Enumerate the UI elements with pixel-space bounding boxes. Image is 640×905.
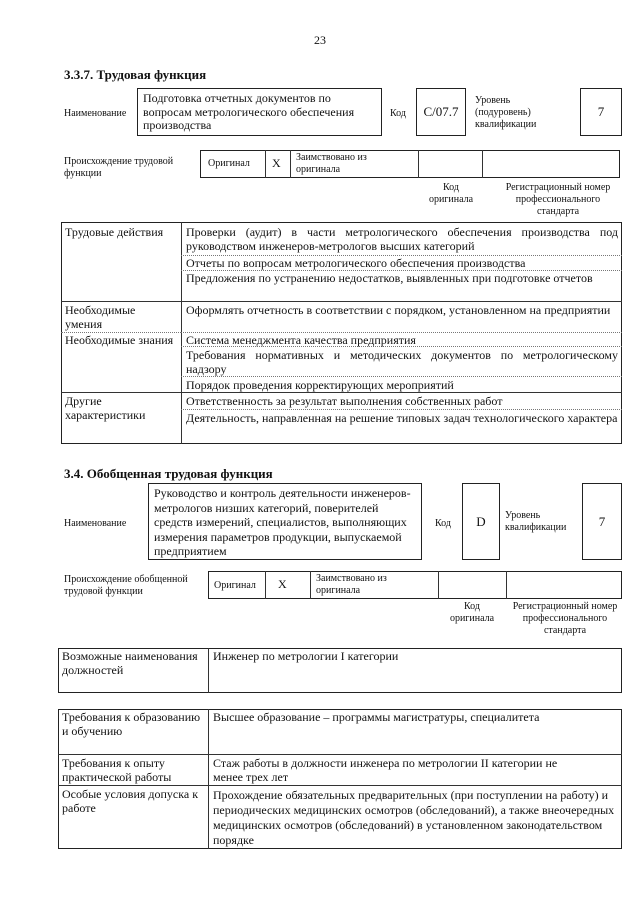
positions-value: Инженер по метрологии I категории xyxy=(213,649,399,663)
labor-action-3: Предложения по устранению недостатков, выявленных при подготовке отчетов xyxy=(186,271,593,285)
origin-divider xyxy=(265,150,266,178)
code-value-34: D xyxy=(462,483,500,560)
origin-divider xyxy=(265,571,266,599)
conditions-value: Прохождение обязательных предварительных (при поступлении на работу) и периодических медицинских осмотров (обследований), а также внеочередных медицинских осмотров (обследований) в установленном законодательством порядке xyxy=(213,788,615,847)
positions-label: Возможные наименования должностей xyxy=(62,649,198,677)
conditions-label: Особые условия допуска к работе xyxy=(62,787,199,815)
section-heading-337: 3.3.7. Трудовая функция xyxy=(64,67,207,82)
level-label-34: Уровень квалификации xyxy=(505,510,567,533)
other-label: Другие характеристики xyxy=(65,394,146,422)
skills-label: Необходимые умения xyxy=(65,303,136,331)
row-divider xyxy=(61,301,622,302)
experience-label: Требования к опыту практической работы xyxy=(62,756,172,784)
row-divider-dotted xyxy=(181,376,622,377)
row-divider-dotted xyxy=(181,409,622,410)
origin-divider xyxy=(438,571,439,599)
level-value-34: 7 xyxy=(582,483,622,560)
skill-2: Система менеджмента качества предприятия xyxy=(186,333,416,347)
code-original-label-337: Код оригинала xyxy=(428,182,474,205)
labor-action-1: Проверки (аудит) в части метрологического обеспечения производства под руководством инженеров-метрологов высших категорий xyxy=(186,225,618,253)
page-number: 23 xyxy=(314,33,326,47)
borrowed-label-337: Заимствовано из оригинала xyxy=(296,152,367,175)
other-1: Ответственность за результат выполнения собственных работ xyxy=(186,394,503,408)
other-2: Деятельность, направленная на решение типовых задач технологического характера xyxy=(186,411,618,425)
original-mark-337: X xyxy=(272,156,281,170)
code-label-34: Код xyxy=(435,518,451,529)
name-box-34 xyxy=(148,483,422,560)
labor-actions-label: Трудовые действия xyxy=(65,225,164,239)
code-original-label-34: Код оригинала xyxy=(449,601,495,624)
experience-value: Стаж работы в должности инженера по метрологии II категории не менее трех лет xyxy=(213,756,558,784)
origin-divider xyxy=(506,571,507,599)
name-label-34: Наименование xyxy=(64,518,127,529)
row-divider xyxy=(58,754,622,755)
origin-divider xyxy=(310,571,311,599)
original-mark-34: X xyxy=(278,577,287,591)
table-divider xyxy=(208,648,209,693)
level-value-337: 7 xyxy=(580,88,622,136)
section-heading-34: 3.4. Обобщенная трудовая функция xyxy=(64,466,273,481)
level-label-337: Уровень (подуровень) квалификации xyxy=(475,95,537,130)
skill-1: Оформлять отчетность в соответствии с порядком, установленном на предприятии xyxy=(186,303,611,317)
origin-label-34: Происхождение обобщенной трудовой функции xyxy=(64,574,188,597)
name-label-337: Наименование xyxy=(64,108,127,119)
labor-action-2: Отчеты по вопросам метрологического обеспечения производства xyxy=(186,256,526,270)
table-divider xyxy=(208,709,209,849)
borrowed-label-34: Заимствовано из оригинала xyxy=(316,573,387,596)
row-divider xyxy=(58,785,622,786)
origin-divider xyxy=(418,150,419,178)
origin-label-337: Происхождение трудовой функции xyxy=(64,156,174,179)
name-value-337: Подготовка отчетных документов по вопросам метрологического обеспечения производства xyxy=(143,91,355,132)
knowledge-2: Порядок проведения корректирующих мероприятий xyxy=(186,378,454,392)
name-box-337 xyxy=(137,88,382,136)
education-label: Требования к образованию и обучению xyxy=(62,710,201,738)
original-label-34: Оригинал xyxy=(214,580,256,591)
education-value: Высшее образование – программы магистратуры, специалитета xyxy=(213,710,540,724)
name-value-34: Руководство и контроль деятельности инженеров-метрологов низших категорий, поверителей средств измерений, специалистов, выполняющих измерения параметров продукции, выпускаемой предприятием xyxy=(154,486,411,558)
code-label-337: Код xyxy=(390,108,406,119)
knowledge-label: Необходимые знания xyxy=(65,333,174,347)
origin-divider xyxy=(290,150,291,178)
knowledge-1: Требования нормативных и методических документов по метрологическому надзору xyxy=(186,348,618,376)
origin-divider xyxy=(482,150,483,178)
code-value-337: С/07.7 xyxy=(416,88,466,136)
reg-number-label-34: Регистрационный номер профессионального стандарта xyxy=(512,601,618,636)
original-label-337: Оригинал xyxy=(208,158,250,169)
reg-number-label-337: Регистрационный номер профессионального стандарта xyxy=(505,182,611,217)
